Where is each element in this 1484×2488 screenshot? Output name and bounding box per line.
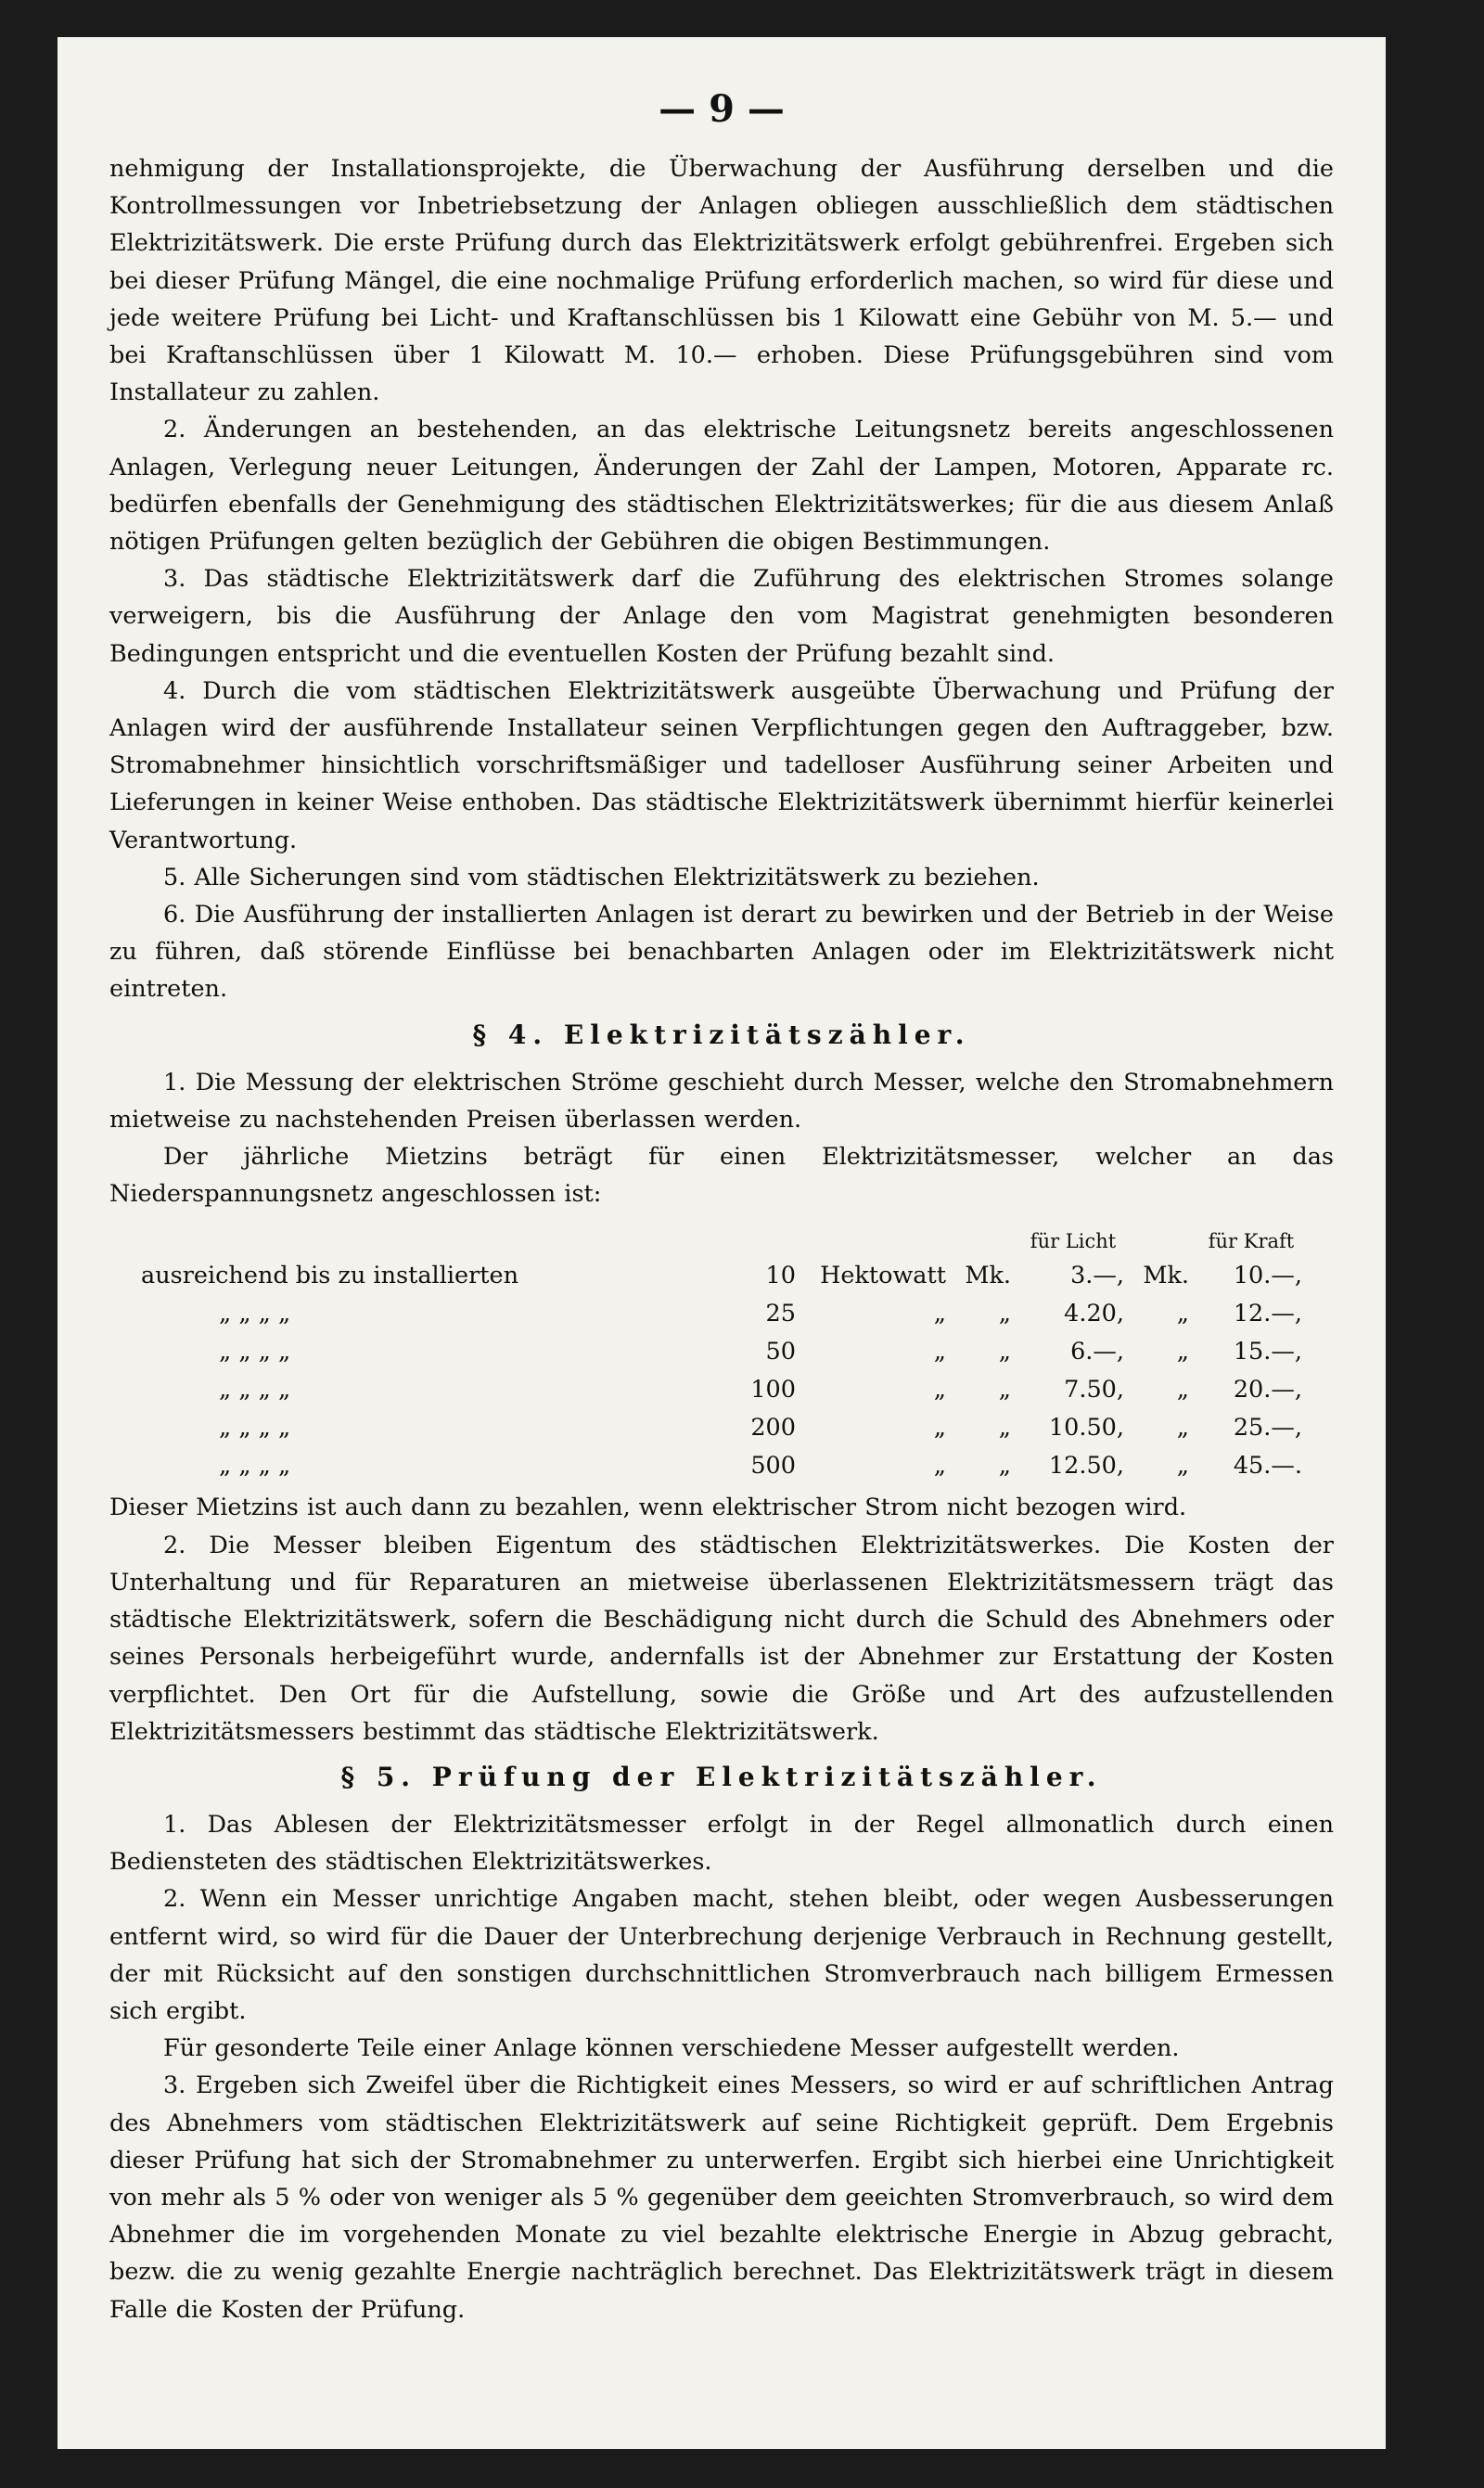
rate-light: 12.50, [1048, 1452, 1124, 1481]
section-4-item-2: 2. Die Messer bleiben Eigentum des städtischen Elektrizitätswerkes. Die Kosten der Unterhaltung und für Reparaturen an mietweise überlassenen Elektrizitätsmessern trägt das städtische Elektrizitätswerk, sofern die Beschädigung nicht durch die Schuld des Abnehmers oder seines Personals herbeigeführt wurde, andernfalls ist der Abnehmer zur Erstattung der Kosten verpflichtet. Den Ort für die Aufstellung, sowie die Größe und Art des aufzustellenden Elektrizitätsmessers bestimmt das städtische Elektrizitätswerk. [109, 1531, 1334, 1746]
rate-row [135, 1447, 1308, 1485]
rate-power: 25.—, [1233, 1414, 1302, 1443]
rate-unit: „ [933, 1452, 946, 1481]
rate-amount: 100 [750, 1376, 796, 1404]
paragraph-item-2: 2. Änderungen an bestehenden, an das elektrische Leitungsnetz bereits angeschlossenen Anlagen, Verlegung neuer Leitungen, Änderungen der Zahl der Lampen, Motoren, Apparate rc. bedürfen ebenfalls der Genehmigung des städtischen Elektrizitätswerkes; für die aus diesem Anlaß nötigen Prüfungen gelten bezüglich der Gebühren die obigen Bestimmungen. [109, 416, 1334, 557]
rate-light: 6.—, [1070, 1338, 1124, 1366]
rate-unit: „ [933, 1300, 946, 1328]
section-5-heading: § 5. Prüfung der Elektrizitätszähler. [340, 1761, 1103, 1792]
rate-light: 3.—, [1070, 1262, 1124, 1290]
header-light: für Licht [1030, 1230, 1117, 1253]
rate-unit: Hektowatt [820, 1262, 946, 1290]
rate-row [135, 1333, 1308, 1371]
rate-amount: 200 [750, 1414, 796, 1443]
rate-desc: „ „ „ „ [219, 1338, 291, 1366]
section-5-item-2: 2. Wenn ein Messer unrichtige Angaben macht, stehen bleibt, oder wegen Ausbesserungen entfernt wird, so wird für die Dauer der Unterbrechung derjenige Verbrauch in Rechnung gestellt, der mit Rücksicht auf den sonstigen durchschnittlichen Stromverbrauch nach billigem Ermessen sich ergibt. [109, 1885, 1334, 2025]
section-4-heading: § 4. Elektrizitätszähler. [472, 1019, 971, 1050]
rate-row [135, 1371, 1308, 1409]
rate-amount: 10 [765, 1262, 796, 1290]
rate-unit: „ [933, 1338, 946, 1366]
rate-currency: „ [998, 1452, 1011, 1481]
rate-currency: „ [998, 1338, 1011, 1366]
rate-currency: „ [998, 1300, 1011, 1328]
rate-currency: Mk. [1143, 1262, 1189, 1290]
paragraph-item-5: 5. Alle Sicherungen sind vom städtischen Elektrizitätswerk zu beziehen. [163, 863, 1040, 891]
rate-unit: „ [933, 1414, 946, 1443]
rate-power: 45.—. [1233, 1452, 1302, 1481]
rate-currency: „ [1176, 1300, 1189, 1328]
rate-desc: „ „ „ „ [219, 1452, 291, 1481]
rate-currency: „ [1176, 1452, 1189, 1481]
rate-currency: „ [1176, 1376, 1189, 1404]
rate-power: 15.—, [1233, 1338, 1302, 1366]
document-page [58, 37, 1386, 2449]
rate-amount: 50 [765, 1338, 796, 1366]
rate-light: 7.50, [1064, 1376, 1124, 1404]
rate-power: 20.—, [1233, 1376, 1302, 1404]
rate-desc: „ „ „ „ [219, 1376, 291, 1404]
rate-amount: 500 [750, 1452, 796, 1481]
rate-row [135, 1295, 1308, 1333]
page-number: — 9 — [659, 87, 785, 131]
rate-desc: „ „ „ „ [219, 1414, 291, 1443]
rate-row [135, 1257, 1308, 1295]
rate-currency: „ [1176, 1414, 1189, 1443]
rate-row [135, 1409, 1308, 1447]
rate-currency: „ [998, 1376, 1011, 1404]
header-power: für Kraft [1208, 1230, 1295, 1253]
rate-currency: „ [1176, 1338, 1189, 1366]
rate-desc: ausreichend bis zu installierten [141, 1262, 519, 1290]
rate-currency: „ [998, 1414, 1011, 1443]
paragraph-item-6: 6. Die Ausführung der installierten Anlagen ist derart zu bewirken und der Betrieb in der Weise zu führen, daß störende Einflüsse bei benachbarten Anlagen oder im Elektrizitätswerk nicht eintreten. [109, 901, 1334, 1004]
rate-light: 4.20, [1064, 1300, 1124, 1328]
meter-rent-table [109, 1225, 1334, 1485]
paragraph-item-3: 3. Das städtische Elektrizitätswerk darf die Zuführung des elektrischen Stromes solange verweigern, bis die Ausführung der Anlage den vom Magistrat genehmigten besonderen Bedingungen entspricht und die eventuellen Kosten der Prüfung bezahlt sind. [109, 565, 1334, 668]
rate-power: 10.—, [1233, 1262, 1302, 1290]
section-4-rent-note: Dieser Mietzins ist auch dann zu bezahlen, wenn elektrischer Strom nicht bezogen wird. [109, 1494, 1187, 1522]
rate-desc: „ „ „ „ [219, 1300, 291, 1328]
section-5-item-3: 3. Ergeben sich Zweifel über die Richtigkeit eines Messers, so wird er auf schriftlichen Antrag des Abnehmers vom städtischen Elektrizitätswerk auf seine Richtigkeit geprüft. Dem Ergebnis dieser Prüfung hat sich der Stromabnehmer zu unterwerfen. Ergibt sich hierbei eine Unrichtigkeit von mehr als 5 % oder von weniger als 5 % gegenüber dem geeichten Stromverbrauch, so wird dem Abnehmer die im vorgehenden Monate zu viel bezahlte elektrische Energie in Abzug gebracht, bezw. die zu wenig gezahlte Energie nachträglich berechnet. Das Elektrizitätswerk trägt in diesem Falle die Kosten der Prüfung. [109, 2071, 1334, 2324]
section-4-rent-intro: Der jährliche Mietzins beträgt für einen Elektrizitätsmesser, welcher an das Niederspannungsnetz angeschlossen ist: [109, 1143, 1334, 1209]
section-5-item-1: 1. Das Ablesen der Elektrizitätsmesser erfolgt in der Regel allmonatlich durch einen Bediensteten des städtischen Elektrizitätswerkes. [109, 1810, 1334, 1877]
rate-light: 10.50, [1048, 1414, 1124, 1443]
paragraph-continuation: nehmigung der Installationsprojekte, die Überwachung der Ausführung derselben und die Kontrollmessungen vor Inbetriebsetzung der Anlagen obliegen ausschließlich dem städtischen Elektrizitätswerk. Die erste Prüfung durch das Elektrizitätswerk erfolgt gebührenfrei. Ergeben sich bei dieser Prüfung Mängel, die eine nochmalige Prüfung erforderlich machen, so wird für diese und jede weitere Prüfung bei Licht- und Kraftanschlüssen bis 1 Kilowatt eine Gebühr von M. 5.— und bei Kraftanschlüssen über 1 Kilowatt M. 10.— erhoben. Diese Prüfungsgebühren sind vom Installateur zu zahlen. [109, 155, 1334, 407]
section-5-note: Für gesonderte Teile einer Anlage können verschiedene Messer aufgestellt werden. [163, 2034, 1180, 2063]
rate-power: 12.—, [1233, 1300, 1302, 1328]
rate-amount: 25 [765, 1300, 796, 1328]
rate-table-header [135, 1225, 1308, 1257]
paragraph-item-4: 4. Durch die vom städtischen Elektrizitätswerk ausgeübte Überwachung und Prüfung der Anlagen wird der ausführende Installateur seinen Verpflichtungen gegen den Auftraggeber, bzw. Stromabnehmer hinsichtlich vorschriftsmäßiger und tadelloser Ausführung seiner Arbeiten und Lieferungen in keiner Weise enthoben. Das städtische Elektrizitätswerk übernimmt hierfür keinerlei Verantwortung. [109, 676, 1334, 854]
rate-unit: „ [933, 1376, 946, 1404]
section-4-item-1: 1. Die Messung der elektrischen Ströme geschieht durch Messer, welche den Stromabnehmern mietweise zu nachstehenden Preisen überlassen werden. [109, 1068, 1334, 1134]
rate-currency: Mk. [965, 1262, 1011, 1290]
